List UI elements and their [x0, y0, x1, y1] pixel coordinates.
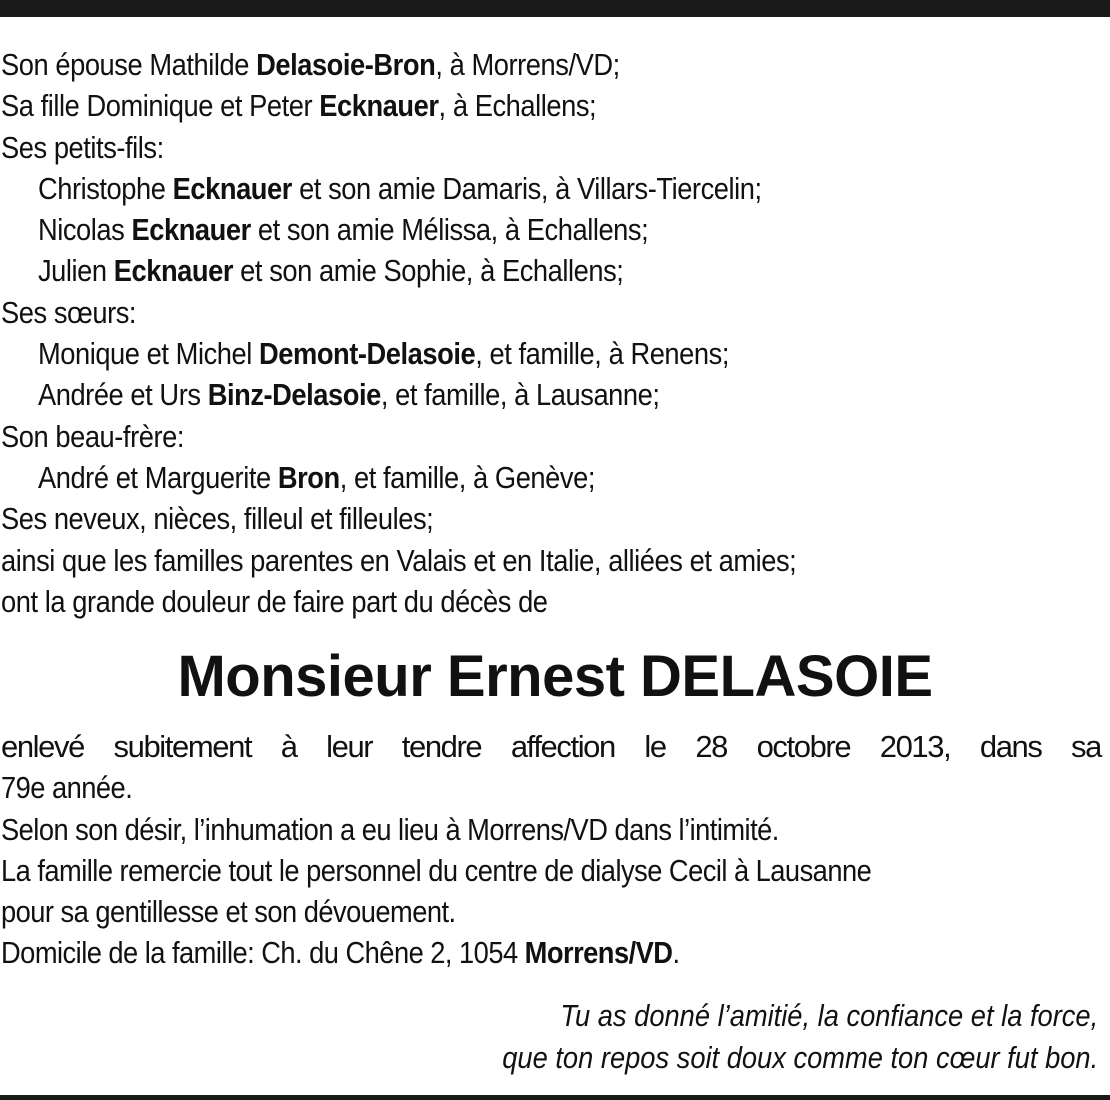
family-line — [1, 209, 1101, 250]
address-locality: Morrens/VD — [524, 935, 673, 971]
family-text: Ses neveux, nièces, filleul et filleules; — [1, 501, 434, 537]
family-line — [1, 127, 1101, 168]
address-line — [1, 932, 1101, 973]
family-surname: Ecknauer — [319, 88, 439, 124]
bottom-border-rule — [0, 1095, 1110, 1100]
family-text: Ses petits-fils: — [1, 129, 164, 165]
family-line — [1, 292, 1101, 333]
body-text: La famille remercie tout le personnel du centre de dialyse Cecil à Lausanne — [1, 852, 872, 888]
family-text: , et famille, à Genève; — [339, 459, 595, 495]
family-text: Nicolas — [37, 212, 132, 248]
family-surname: Binz-Delasoie — [207, 377, 381, 413]
family-line — [1, 333, 1101, 374]
family-text: Ses sœurs: — [1, 294, 137, 330]
body-line — [1, 767, 1101, 808]
family-list — [1, 44, 1101, 622]
family-text: , à Echallens; — [438, 88, 597, 124]
family-line — [1, 416, 1101, 457]
family-line — [1, 168, 1101, 209]
verse-line: que ton repos soit doux comme ton cœur fut bon. — [502, 1040, 1098, 1075]
family-surname: Delasoie-Bron — [256, 47, 436, 82]
body-text: pour sa gentillesse et son dévouement. — [1, 894, 456, 930]
family-line — [1, 540, 1101, 581]
body-text: Selon son désir, l’inhumation a eu lieu à Morrens/VD dans l’intimité. — [1, 811, 779, 847]
family-line — [1, 457, 1101, 498]
body-text: enlevé subitement à leur tendre affection le 28 octobre 2013, dans sa — [1, 729, 1101, 764]
family-line — [1, 250, 1101, 291]
family-line — [1, 85, 1101, 126]
address-text: . — [672, 935, 680, 971]
family-line — [1, 581, 1101, 622]
body-line — [1, 850, 1101, 891]
family-text: Sa fille Dominique et Peter — [1, 88, 320, 124]
family-text: Andrée et Urs — [37, 377, 208, 413]
family-text: , à Morrens/VD; — [435, 47, 620, 82]
family-text: André et Marguerite — [37, 459, 278, 495]
family-line — [1, 374, 1101, 415]
announcement-body — [1, 726, 1101, 974]
body-text: 79e année. — [1, 770, 133, 806]
body-line — [1, 891, 1101, 932]
family-text: Julien — [37, 253, 114, 289]
family-text: ont la grande douleur de faire part du décès de — [1, 583, 548, 619]
family-text: Christophe — [37, 170, 173, 206]
family-text: et son amie Mélissa, à Echallens; — [250, 212, 649, 248]
family-text: , et famille, à Renens; — [475, 336, 729, 372]
top-border-rule — [0, 0, 1110, 17]
family-text: ainsi que les familles parentes en Valais et en Italie, alliées et amies; — [1, 542, 797, 578]
family-line — [1, 498, 1101, 539]
family-surname: Ecknauer — [113, 253, 234, 289]
closing-verse — [421, 995, 1098, 1079]
family-text: , et famille, à Lausanne; — [380, 377, 660, 413]
family-surname: Ecknauer — [172, 170, 292, 206]
verse-line: Tu as donné l’amitié, la confiance et la force, — [560, 998, 1098, 1033]
address-text: Domicile de la famille: Ch. du Chêne 2, 1054 — [1, 935, 525, 971]
family-surname: Demont-Delasoie — [259, 336, 476, 372]
family-text: Monique et Michel — [37, 336, 260, 372]
body-line — [1, 809, 1101, 850]
family-surname: Bron — [277, 459, 340, 495]
deceased-name-heading: Monsieur Ernest DELASOIE — [177, 644, 933, 709]
family-text: Son épouse Mathilde — [1, 47, 257, 82]
family-surname: Ecknauer — [131, 212, 251, 248]
body-line-justified — [1, 726, 1101, 767]
family-text: et son amie Damaris, à Villars-Tiercelin; — [291, 170, 762, 206]
family-text: et son amie Sophie, à Echallens; — [233, 253, 624, 289]
family-line — [1, 44, 1101, 85]
family-text: Son beau-frère: — [1, 418, 184, 454]
